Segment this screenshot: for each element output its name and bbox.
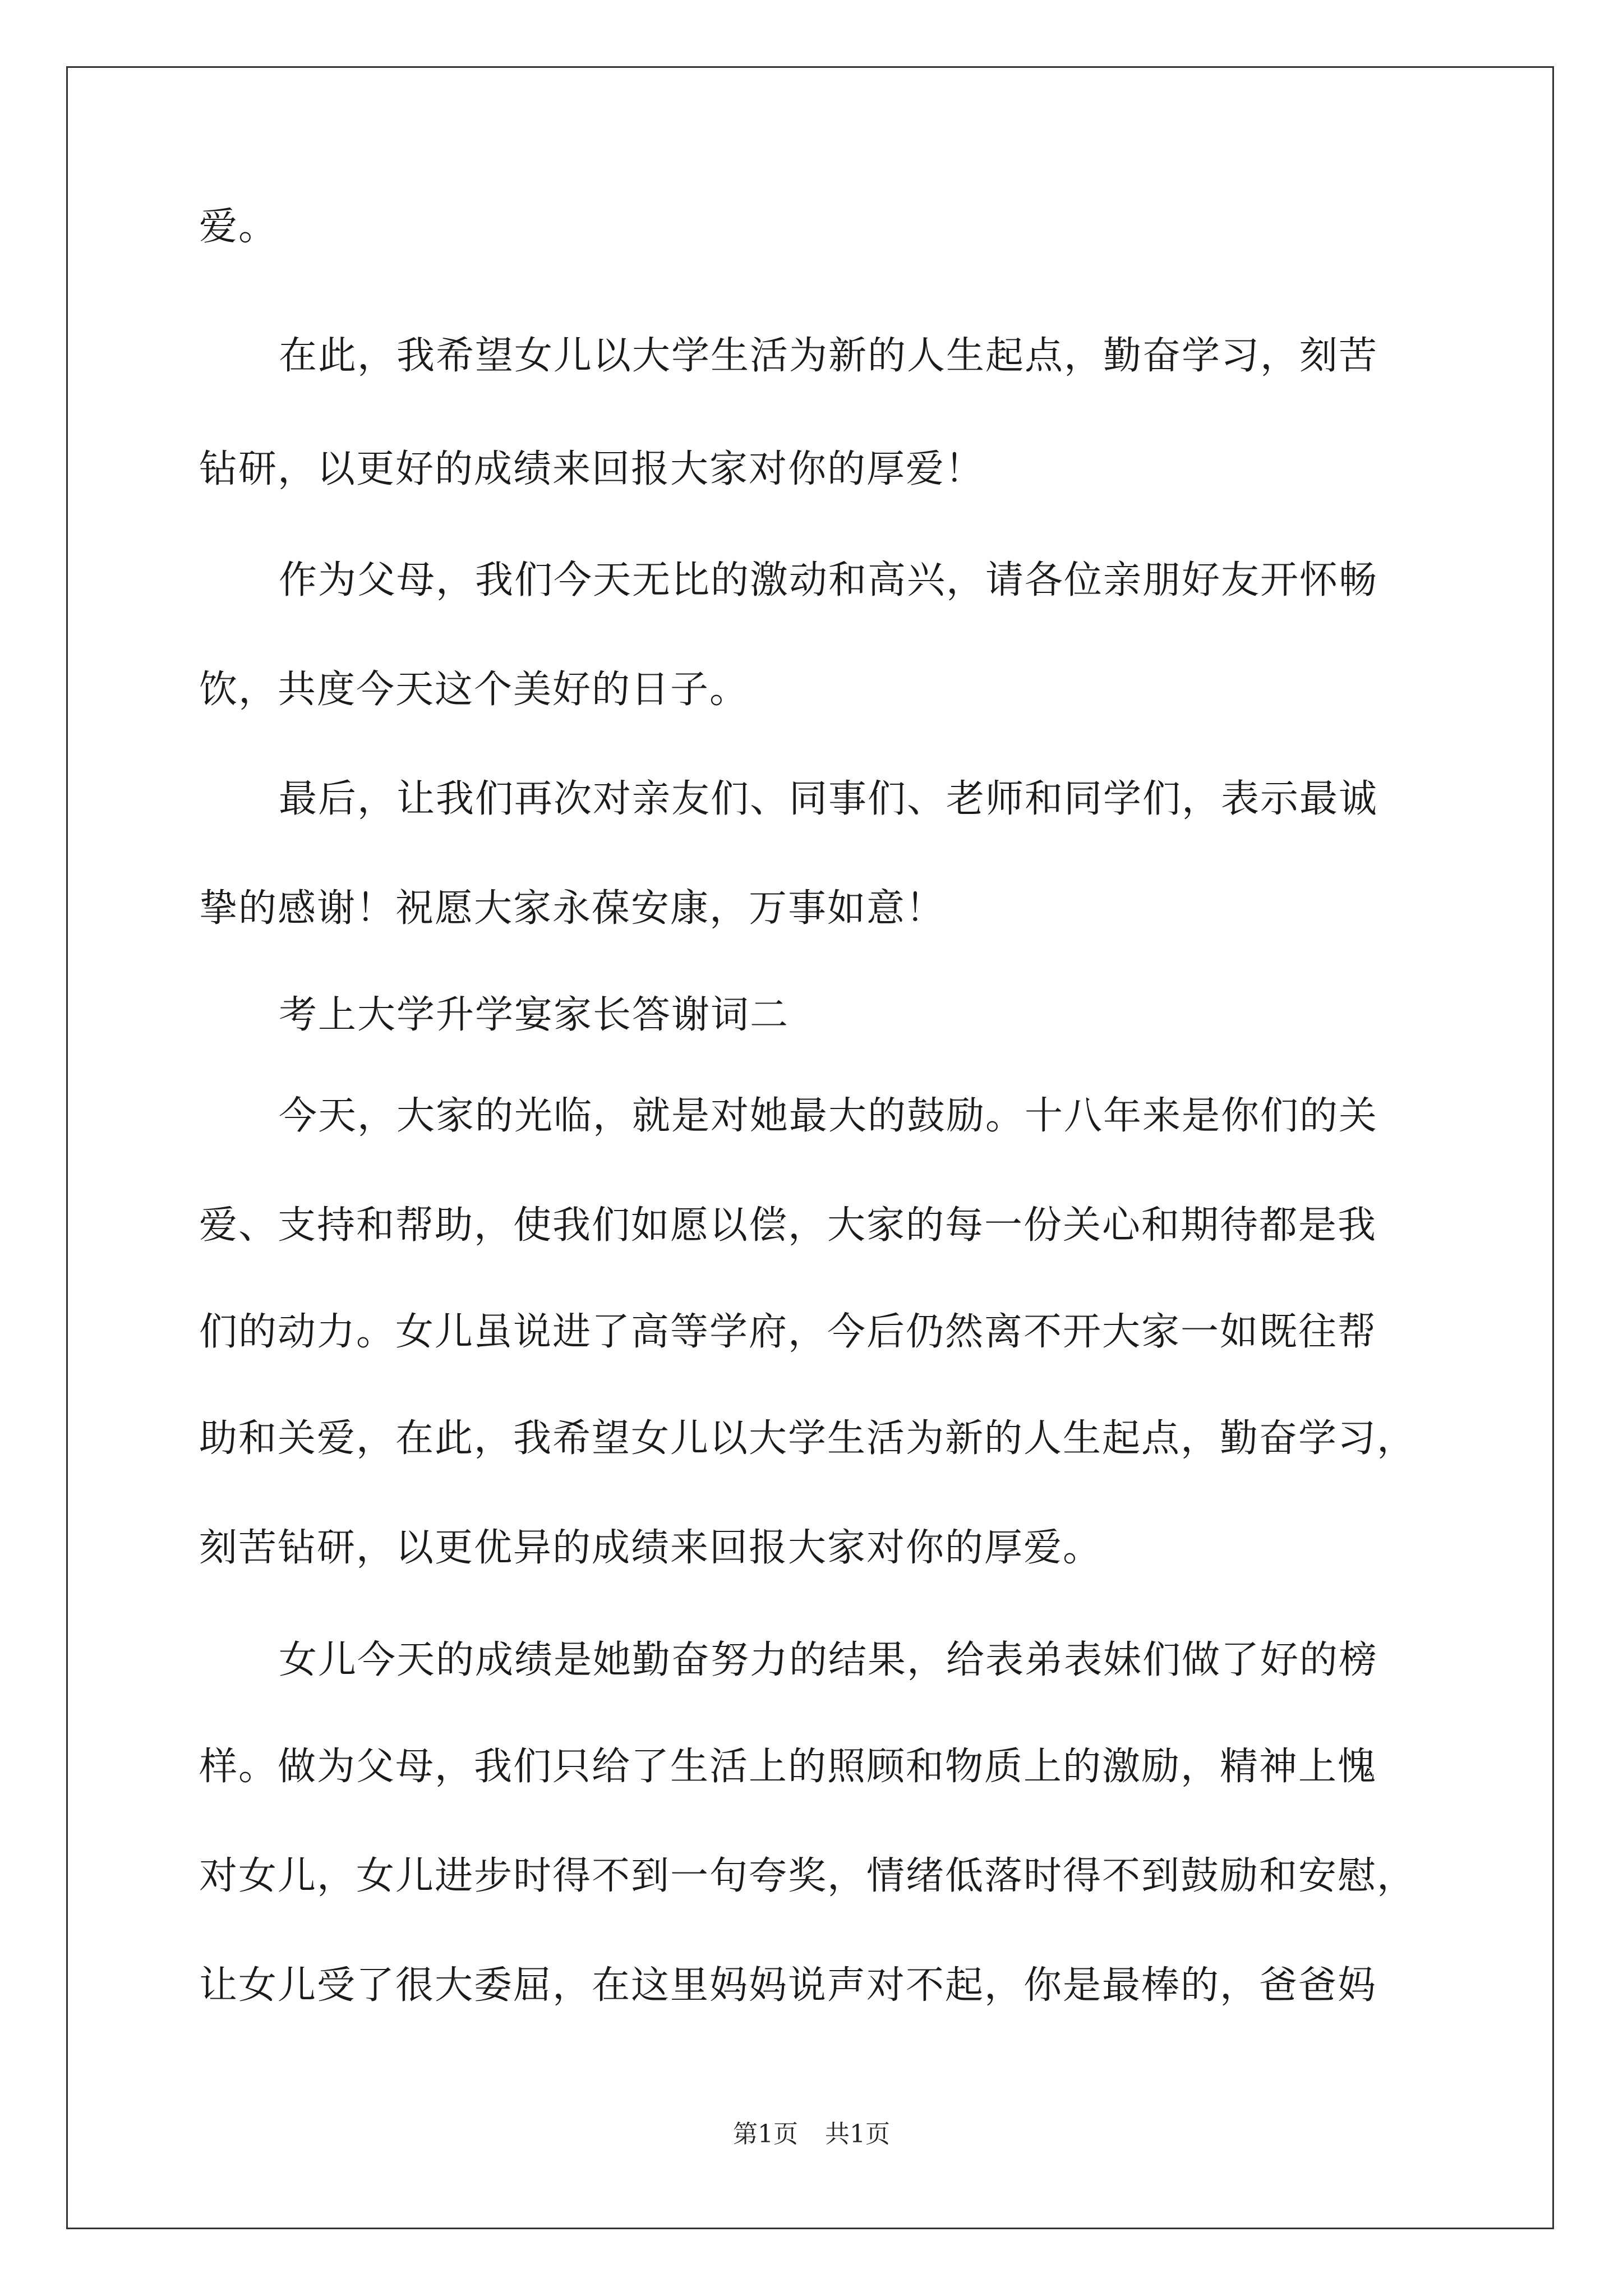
text-line: 助和关爱，在此，我希望女儿以大学生活为新的人生起点，勤奋学习， (199, 1416, 1417, 1461)
text-line: 样。做为父母，我们只给了生活上的照顾和物质上的激励，精神上愧 (199, 1745, 1377, 1789)
text-line: 最后，让我们再次对亲友们、同事们、老师和同学们，表示最诚 (279, 777, 1378, 821)
text-line: 爱、支持和帮助，使我们如愿以偿，大家的每一份关心和期待都是我 (199, 1203, 1377, 1248)
text-line: 爱。 (199, 205, 278, 249)
text-line: 对女儿，女儿进步时得不到一句夸奖，情绪低落时得不到鼓励和安慰， (199, 1854, 1417, 1898)
text-line: 在此，我希望女儿以大学生活为新的人生起点，勤奋学习，刻苦 (279, 334, 1378, 378)
text-line: 刻苦钻研，以更优异的成绩来回报大家对你的厚爱。 (199, 1526, 1103, 1570)
text-line: 今天，大家的光临，就是对她最大的鼓励。十八年来是你们的关 (279, 1094, 1378, 1138)
text-line: 女儿今天的成绩是她勤奋努力的结果，给表弟表妹们做了好的榜 (279, 1638, 1378, 1682)
text-line: 作为父母，我们今天无比的激动和高兴，请各位亲朋好友开怀畅 (279, 558, 1378, 602)
page-footer (0, 2118, 1623, 2151)
text-line: 挚的感谢！祝愿大家永葆安康，万事如意！ (199, 886, 946, 931)
text-line: 们的动力。女儿虽说进了高等学府，今后仍然离不开大家一如既往帮 (199, 1310, 1377, 1354)
page-number: 第1页 (733, 2120, 798, 2148)
page-frame (66, 66, 1554, 2229)
section-heading: 考上大学升学宴家长答谢词二 (279, 993, 790, 1037)
text-line: 钻研，以更好的成绩来回报大家对你的厚爱！ (199, 447, 985, 491)
text-line: 让女儿受了很大委屈，在这里妈妈说声对不起，你是最棒的，爸爸妈 (199, 1963, 1377, 2008)
page-total: 共1页 (825, 2120, 890, 2148)
text-line: 饮，共度今天这个美好的日子。 (199, 668, 749, 712)
